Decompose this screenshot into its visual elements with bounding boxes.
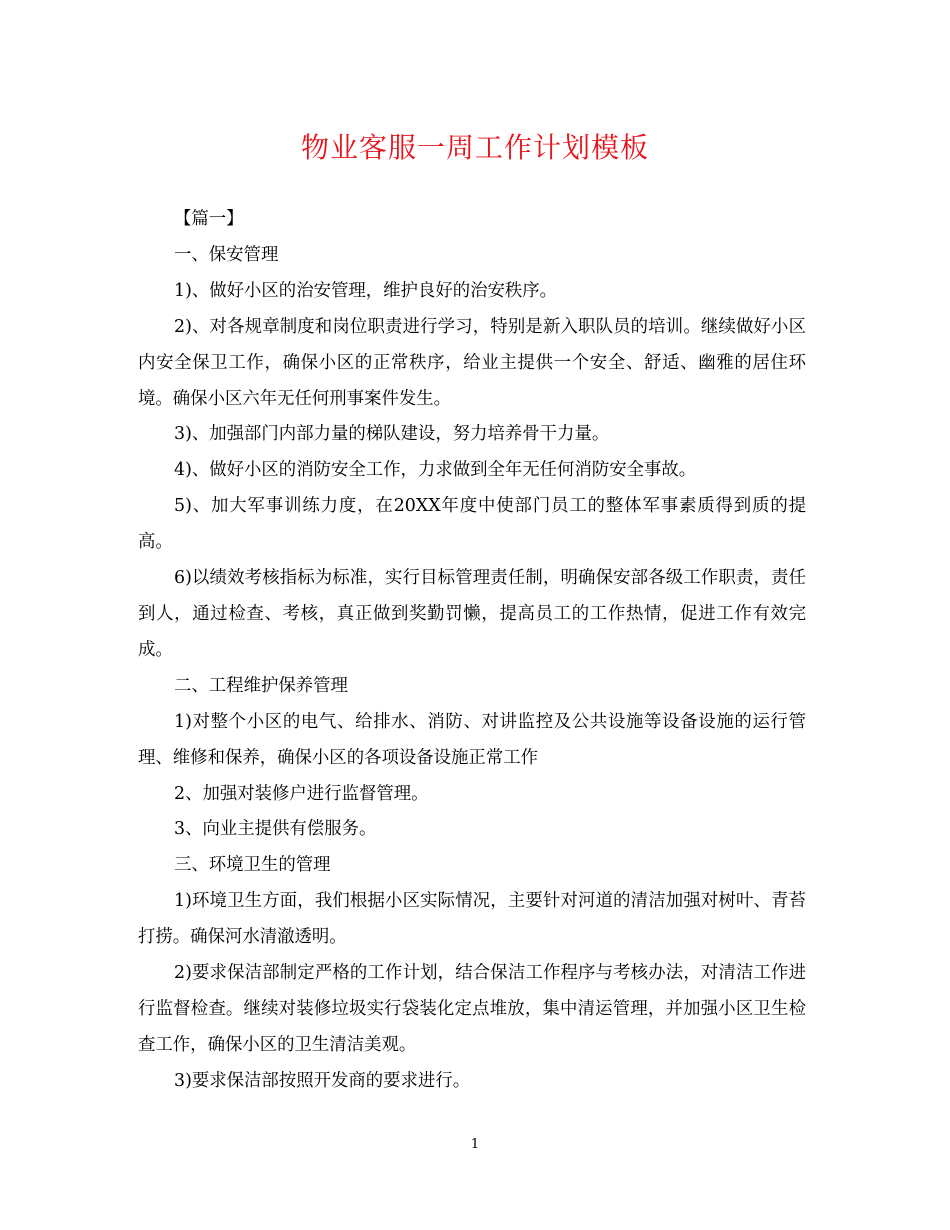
paragraph: 2、加强对装修户进行监督管理。	[174, 783, 429, 804]
heading-environmental-sanitation: 三、环境卫生的管理	[174, 855, 331, 876]
paragraph: 3)、加强部门内部力量的梯队建设，努力培养骨干力量。	[174, 424, 610, 445]
paragraph-section-marker: 【篇一】	[174, 209, 244, 229]
paragraph: 2)、对各规章制度和岗位职责进行学习，特别是新入职队员的培训。继续做好小区内安全保卫工作，确保小区的正常秩序，给业主提供一个安全、舒适、幽雅的居住环境。确保小区六年无任何刑事案件发生。	[138, 316, 806, 409]
page-number: 1	[470, 1137, 480, 1152]
paragraph: 4)、做好小区的消防安全工作，力求做到全年无任何消防安全事故。	[174, 460, 697, 481]
document-title: 物业客服一周工作计划模板	[300, 131, 649, 164]
heading-security-management: 一、保安管理	[174, 244, 279, 265]
paragraph: 3、向业主提供有偿服务。	[174, 819, 377, 840]
paragraph: 1)对整个小区的电气、给排水、消防、对讲监控及公共设施等设备设施的运行管理、维修和保养，确保小区的各项设备设施正常工作	[138, 711, 806, 768]
heading-engineering-maintenance: 二、工程维护保养管理	[174, 675, 348, 696]
paragraph: 2)要求保洁部制定严格的工作计划，结合保洁工作程序与考核办法，对清洁工作进行监督检查。继续对装修垃圾实行袋装化定点堆放，集中清运管理，并加强小区卫生检查工作，确保小区的卫生清洁美观。	[138, 963, 806, 1055]
paragraph: 1)环境卫生方面，我们根据小区实际情况，主要针对河道的清洁加强对树叶、青苔打捞。确保河水清澈透明。	[138, 891, 806, 948]
paragraph: 1)、做好小区的治安管理，维护良好的治安秩序。	[174, 280, 558, 301]
document-body	[138, 202, 806, 1100]
paragraph: 3)要求保洁部按照开发商的要求进行。	[174, 1070, 471, 1091]
paragraph: 6)以绩效考核指标为标准，实行目标管理责任制，明确保安部各级工作职责，责任到人，通过检查、考核，真正做到奖勤罚懒，提高员工的工作热情，促进工作有效完成。	[138, 568, 806, 660]
paragraph: 5)、加大军事训练力度，在20XX年度中使部门员工的整体军事素质得到质的提高。	[138, 496, 806, 553]
